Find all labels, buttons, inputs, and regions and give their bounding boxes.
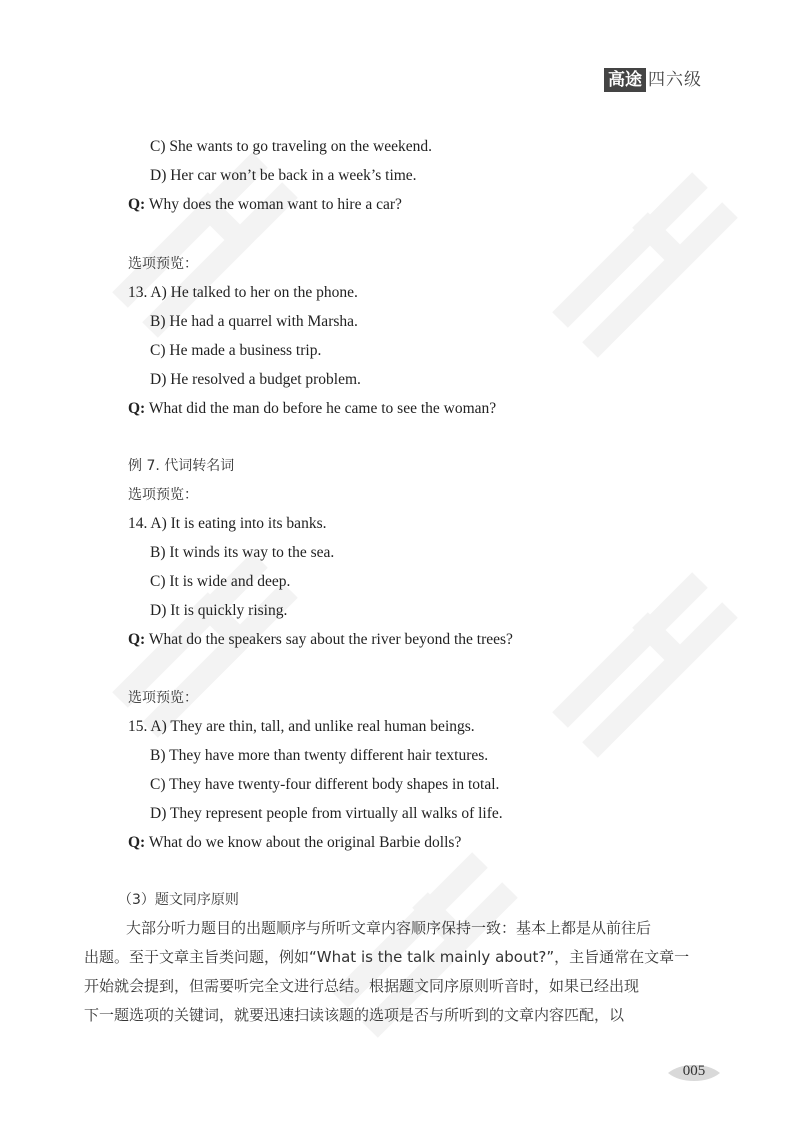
paragraph-line: 下一题选项的关键词，就要迅速扫读该题的选项是否与所听到的文章内容匹配，以 <box>84 1006 625 1024</box>
paragraph-line: 大部分听力题目的出题顺序与所听文章内容顺序保持一致：基本上都是从前往后 <box>126 919 652 937</box>
question-text: What do we know about the original Barbie dolls? <box>148 834 462 851</box>
page-number <box>668 1062 720 1084</box>
question-12 <box>128 195 402 215</box>
option-14a: 14. A) It is eating into its banks. <box>128 515 327 532</box>
question-label: Q: <box>128 400 146 417</box>
page-number-text: 005 <box>682 1063 706 1079</box>
option-14c: C) It is wide and deep. <box>150 573 291 590</box>
example-heading: 例 7. 代词转名词 <box>128 458 235 474</box>
option-13b: B) He had a quarrel with Marsha. <box>150 313 358 330</box>
question-label: Q: <box>128 834 146 851</box>
section-heading: （3）题文同序原则 <box>118 892 239 908</box>
preview-heading: 选项预览： <box>128 690 198 706</box>
preview-heading: 选项预览： <box>128 487 198 503</box>
question-14 <box>128 630 513 650</box>
option-13d: D) He resolved a budget problem. <box>150 371 361 388</box>
preview-heading: 选项预览： <box>128 256 198 272</box>
logo-mark: 高途 <box>604 68 646 92</box>
question-text: Why does the woman want to hire a car? <box>148 196 402 213</box>
question-13 <box>128 399 496 419</box>
option-13a: 13. A) He talked to her on the phone. <box>128 284 358 301</box>
option-12c: C) She wants to go traveling on the weekend. <box>150 138 432 155</box>
question-15 <box>128 833 461 853</box>
option-15d: D) They represent people from virtually all walks of life. <box>150 805 503 822</box>
paragraph-line: 开始就会提到，但需要听完全文进行总结。根据题文同序原则听音时，如果已经出现 <box>84 977 640 995</box>
option-12d: D) Her car won’t be back in a week’s time. <box>150 167 417 184</box>
logo-text: 四六级 <box>648 70 702 90</box>
paragraph-line: 出题。至于文章主旨类问题，例如“What is the talk mainly about?”，主旨通常在文章一 <box>84 948 690 966</box>
option-15c: C) They have twenty-four different body shapes in total. <box>150 776 500 793</box>
option-15a: 15. A) They are thin, tall, and unlike real human beings. <box>128 718 475 735</box>
question-text: What did the man do before he came to see the woman? <box>148 400 497 417</box>
option-14b: B) It winds its way to the sea. <box>150 544 335 561</box>
option-15b: B) They have more than twenty different hair textures. <box>150 747 489 764</box>
option-14d: D) It is quickly rising. <box>150 602 288 619</box>
body-paragraph <box>84 914 704 1030</box>
header-logo <box>604 68 702 92</box>
question-text: What do the speakers say about the river beyond the trees? <box>148 631 513 648</box>
option-13c: C) He made a business trip. <box>150 342 322 359</box>
question-label: Q: <box>128 631 146 648</box>
question-label: Q: <box>128 196 146 213</box>
